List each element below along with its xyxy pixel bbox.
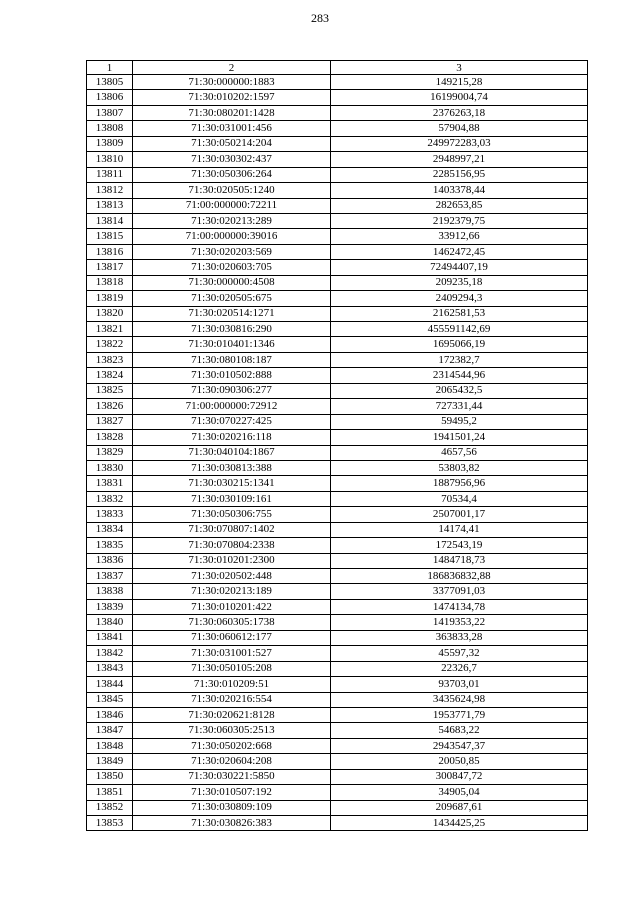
value-cell: 2285156,95: [331, 167, 588, 182]
value-cell: 282653,85: [331, 198, 588, 213]
value-cell: 727331,44: [331, 399, 588, 414]
cadastral-number-cell: 71:30:030809:109: [133, 800, 331, 815]
cadastral-number-cell: 71:30:050105:208: [133, 661, 331, 676]
value-cell: 1474134,78: [331, 599, 588, 614]
cadastral-number-cell: 71:30:010401:1346: [133, 337, 331, 352]
cadastral-number-cell: 71:30:060305:1738: [133, 615, 331, 630]
cadastral-number-cell: 71:30:020216:554: [133, 692, 331, 707]
row-number-cell: 13843: [87, 661, 133, 676]
table-row: [87, 445, 588, 460]
row-number-cell: 13841: [87, 630, 133, 645]
cadastral-number-cell: 71:00:000000:72912: [133, 399, 331, 414]
row-number-cell: 13827: [87, 414, 133, 429]
table-header-row: [87, 61, 588, 75]
row-number-cell: 13832: [87, 491, 133, 506]
cadastral-number-cell: 71:30:030813:388: [133, 460, 331, 475]
page-number: 283: [311, 11, 329, 25]
value-cell: 1419353,22: [331, 615, 588, 630]
value-cell: 1462472,45: [331, 244, 588, 259]
table-row: [87, 75, 588, 90]
table-row: [87, 152, 588, 167]
value-cell: 172382,7: [331, 352, 588, 367]
cadastral-number-cell: 71:30:070227:425: [133, 414, 331, 429]
cadastral-number-cell: 71:30:020213:189: [133, 584, 331, 599]
value-cell: 34905,04: [331, 785, 588, 800]
cadastral-number-cell: 71:30:010201:422: [133, 599, 331, 614]
table-row: [87, 291, 588, 306]
value-cell: 53803,82: [331, 460, 588, 475]
value-cell: 14174,41: [331, 522, 588, 537]
value-cell: 3377091,03: [331, 584, 588, 599]
value-cell: 186836832,88: [331, 569, 588, 584]
row-number-cell: 13846: [87, 707, 133, 722]
table-row: [87, 599, 588, 614]
row-number-cell: 13815: [87, 229, 133, 244]
row-number-cell: 13820: [87, 306, 133, 321]
value-cell: 300847,72: [331, 769, 588, 784]
cadastral-number-cell: 71:30:070804:2338: [133, 538, 331, 553]
row-number-cell: 13829: [87, 445, 133, 460]
value-cell: 1403378,44: [331, 183, 588, 198]
value-cell: 149215,28: [331, 75, 588, 90]
row-number-cell: 13822: [87, 337, 133, 352]
cadastral-number-cell: 71:30:030826:383: [133, 816, 331, 831]
row-number-cell: 13828: [87, 430, 133, 445]
row-number-cell: 13823: [87, 352, 133, 367]
cadastral-number-cell: 71:30:020505:1240: [133, 183, 331, 198]
value-cell: 54683,22: [331, 723, 588, 738]
value-cell: 172543,19: [331, 538, 588, 553]
cadastral-number-cell: 71:30:060612:177: [133, 630, 331, 645]
cadastral-number-cell: 71:30:020502:448: [133, 569, 331, 584]
table-row: [87, 615, 588, 630]
value-cell: 70534,4: [331, 491, 588, 506]
row-number-cell: 13812: [87, 183, 133, 198]
cadastral-number-cell: 71:30:030109:161: [133, 491, 331, 506]
value-cell: 72494407,19: [331, 260, 588, 275]
row-number-cell: 13806: [87, 90, 133, 105]
table-row: [87, 707, 588, 722]
table-row: [87, 322, 588, 337]
table-row: [87, 738, 588, 753]
value-cell: 20050,85: [331, 754, 588, 769]
table-row: [87, 723, 588, 738]
value-cell: 2948997,21: [331, 152, 588, 167]
cadastral-number-cell: 71:30:030816:290: [133, 322, 331, 337]
value-cell: 33912,66: [331, 229, 588, 244]
table-row: [87, 569, 588, 584]
table-row: [87, 414, 588, 429]
table-row: [87, 476, 588, 491]
row-number-cell: 13807: [87, 105, 133, 120]
table-row: [87, 306, 588, 321]
cadastral-number-cell: 71:30:070807:1402: [133, 522, 331, 537]
row-number-cell: 13818: [87, 275, 133, 290]
table-row: [87, 522, 588, 537]
table-row: [87, 198, 588, 213]
cadastral-number-cell: 71:30:050202:668: [133, 738, 331, 753]
value-cell: 249972283,03: [331, 136, 588, 151]
table-row: [87, 121, 588, 136]
table-row: [87, 105, 588, 120]
table-row: [87, 785, 588, 800]
value-cell: 1941501,24: [331, 430, 588, 445]
cadastral-number-cell: 71:30:050214:204: [133, 136, 331, 151]
row-number-cell: 13809: [87, 136, 133, 151]
cadastral-number-cell: 71:30:031001:456: [133, 121, 331, 136]
row-number-cell: 13844: [87, 677, 133, 692]
cadastral-number-cell: 71:30:010202:1597: [133, 90, 331, 105]
value-cell: 209235,18: [331, 275, 588, 290]
cadastral-number-cell: 71:30:030221:5850: [133, 769, 331, 784]
table-row: [87, 136, 588, 151]
row-number-cell: 13847: [87, 723, 133, 738]
cadastral-number-cell: 71:30:020604:208: [133, 754, 331, 769]
column-header-3: 3: [331, 61, 588, 75]
table-row: [87, 800, 588, 815]
table-row: [87, 383, 588, 398]
table-row: [87, 677, 588, 692]
row-number-cell: 13810: [87, 152, 133, 167]
value-cell: 2507001,17: [331, 507, 588, 522]
row-number-cell: 13824: [87, 368, 133, 383]
value-cell: 1953771,79: [331, 707, 588, 722]
row-number-cell: 13851: [87, 785, 133, 800]
cadastral-number-cell: 71:30:080108:187: [133, 352, 331, 367]
column-header-2: 2: [133, 61, 331, 75]
table-row: [87, 630, 588, 645]
cadastral-number-cell: 71:30:010201:2300: [133, 553, 331, 568]
table-row: [87, 553, 588, 568]
cadastral-number-cell: 71:00:000000:72211: [133, 198, 331, 213]
table-row: [87, 167, 588, 182]
row-number-cell: 13813: [87, 198, 133, 213]
row-number-cell: 13825: [87, 383, 133, 398]
row-number-cell: 13850: [87, 769, 133, 784]
value-cell: 1695066,19: [331, 337, 588, 352]
value-cell: 2409294,3: [331, 291, 588, 306]
value-cell: 57904,88: [331, 121, 588, 136]
cadastral-number-cell: 71:30:020514:1271: [133, 306, 331, 321]
table-body: [87, 75, 588, 831]
row-number-cell: 13849: [87, 754, 133, 769]
value-cell: 2314544,96: [331, 368, 588, 383]
table-row: [87, 661, 588, 676]
table-row: [87, 430, 588, 445]
row-number-cell: 13840: [87, 615, 133, 630]
table-row: [87, 352, 588, 367]
value-cell: 16199004,74: [331, 90, 588, 105]
value-cell: 2162581,53: [331, 306, 588, 321]
row-number-cell: 13830: [87, 460, 133, 475]
row-number-cell: 13816: [87, 244, 133, 259]
row-number-cell: 13842: [87, 646, 133, 661]
table-row: [87, 769, 588, 784]
cadastral-number-cell: 71:30:031001:527: [133, 646, 331, 661]
value-cell: 1484718,73: [331, 553, 588, 568]
cadastral-number-cell: 71:30:010209:51: [133, 677, 331, 692]
table-row: [87, 213, 588, 228]
cadastral-number-cell: 71:30:020505:675: [133, 291, 331, 306]
cadastral-number-cell: 71:30:020603:705: [133, 260, 331, 275]
table-row: [87, 538, 588, 553]
table-row: [87, 244, 588, 259]
value-cell: 2943547,37: [331, 738, 588, 753]
table-row: [87, 646, 588, 661]
value-cell: 2192379,75: [331, 213, 588, 228]
cadastral-number-cell: 71:30:000000:4508: [133, 275, 331, 290]
row-number-cell: 13835: [87, 538, 133, 553]
row-number-cell: 13826: [87, 399, 133, 414]
cadastral-number-cell: 71:30:040104:1867: [133, 445, 331, 460]
table-row: [87, 229, 588, 244]
value-cell: 3435624,98: [331, 692, 588, 707]
row-number-cell: 13831: [87, 476, 133, 491]
table-row: [87, 816, 588, 831]
table-row: [87, 460, 588, 475]
cadastral-number-cell: 71:30:020216:118: [133, 430, 331, 445]
value-cell: 45597,32: [331, 646, 588, 661]
row-number-cell: 13852: [87, 800, 133, 815]
value-cell: 4657,56: [331, 445, 588, 460]
cadastral-number-cell: 71:30:030302:437: [133, 152, 331, 167]
table-row: [87, 692, 588, 707]
value-cell: 209687,61: [331, 800, 588, 815]
table-row: [87, 584, 588, 599]
cadastral-number-cell: 71:30:020213:289: [133, 213, 331, 228]
cadastral-number-cell: 71:30:000000:1883: [133, 75, 331, 90]
row-number-cell: 13848: [87, 738, 133, 753]
value-cell: 59495,2: [331, 414, 588, 429]
cadastral-number-cell: 71:30:020203:569: [133, 244, 331, 259]
row-number-cell: 13819: [87, 291, 133, 306]
value-cell: 1434425,25: [331, 816, 588, 831]
cadastral-number-cell: 71:30:090306:277: [133, 383, 331, 398]
row-number-cell: 13853: [87, 816, 133, 831]
table-row: [87, 337, 588, 352]
table-row: [87, 507, 588, 522]
table-row: [87, 90, 588, 105]
row-number-cell: 13817: [87, 260, 133, 275]
value-cell: 2376263,18: [331, 105, 588, 120]
cadastral-number-cell: 71:00:000000:39016: [133, 229, 331, 244]
cadastral-number-cell: 71:30:010507:192: [133, 785, 331, 800]
row-number-cell: 13839: [87, 599, 133, 614]
row-number-cell: 13821: [87, 322, 133, 337]
table-row: [87, 260, 588, 275]
value-cell: 2065432,5: [331, 383, 588, 398]
cadastral-number-cell: 71:30:010502:888: [133, 368, 331, 383]
row-number-cell: 13808: [87, 121, 133, 136]
table-row: [87, 491, 588, 506]
row-number-cell: 13837: [87, 569, 133, 584]
row-number-cell: 13833: [87, 507, 133, 522]
row-number-cell: 13814: [87, 213, 133, 228]
cadastral-number-cell: 71:30:060305:2513: [133, 723, 331, 738]
value-cell: 455591142,69: [331, 322, 588, 337]
row-number-cell: 13811: [87, 167, 133, 182]
value-cell: 93703,01: [331, 677, 588, 692]
row-number-cell: 13836: [87, 553, 133, 568]
table-row: [87, 399, 588, 414]
value-cell: 1887956,96: [331, 476, 588, 491]
data-table: [86, 60, 588, 831]
table-row: [87, 183, 588, 198]
column-header-1: 1: [87, 61, 133, 75]
row-number-cell: 13834: [87, 522, 133, 537]
row-number-cell: 13845: [87, 692, 133, 707]
row-number-cell: 13838: [87, 584, 133, 599]
table-row: [87, 275, 588, 290]
cadastral-number-cell: 71:30:050306:264: [133, 167, 331, 182]
table-row: [87, 754, 588, 769]
cadastral-number-cell: 71:30:080201:1428: [133, 105, 331, 120]
row-number-cell: 13805: [87, 75, 133, 90]
value-cell: 22326,7: [331, 661, 588, 676]
cadastral-number-cell: 71:30:020621:8128: [133, 707, 331, 722]
value-cell: 363833,28: [331, 630, 588, 645]
cadastral-number-cell: 71:30:050306:755: [133, 507, 331, 522]
cadastral-number-cell: 71:30:030215:1341: [133, 476, 331, 491]
table-row: [87, 368, 588, 383]
